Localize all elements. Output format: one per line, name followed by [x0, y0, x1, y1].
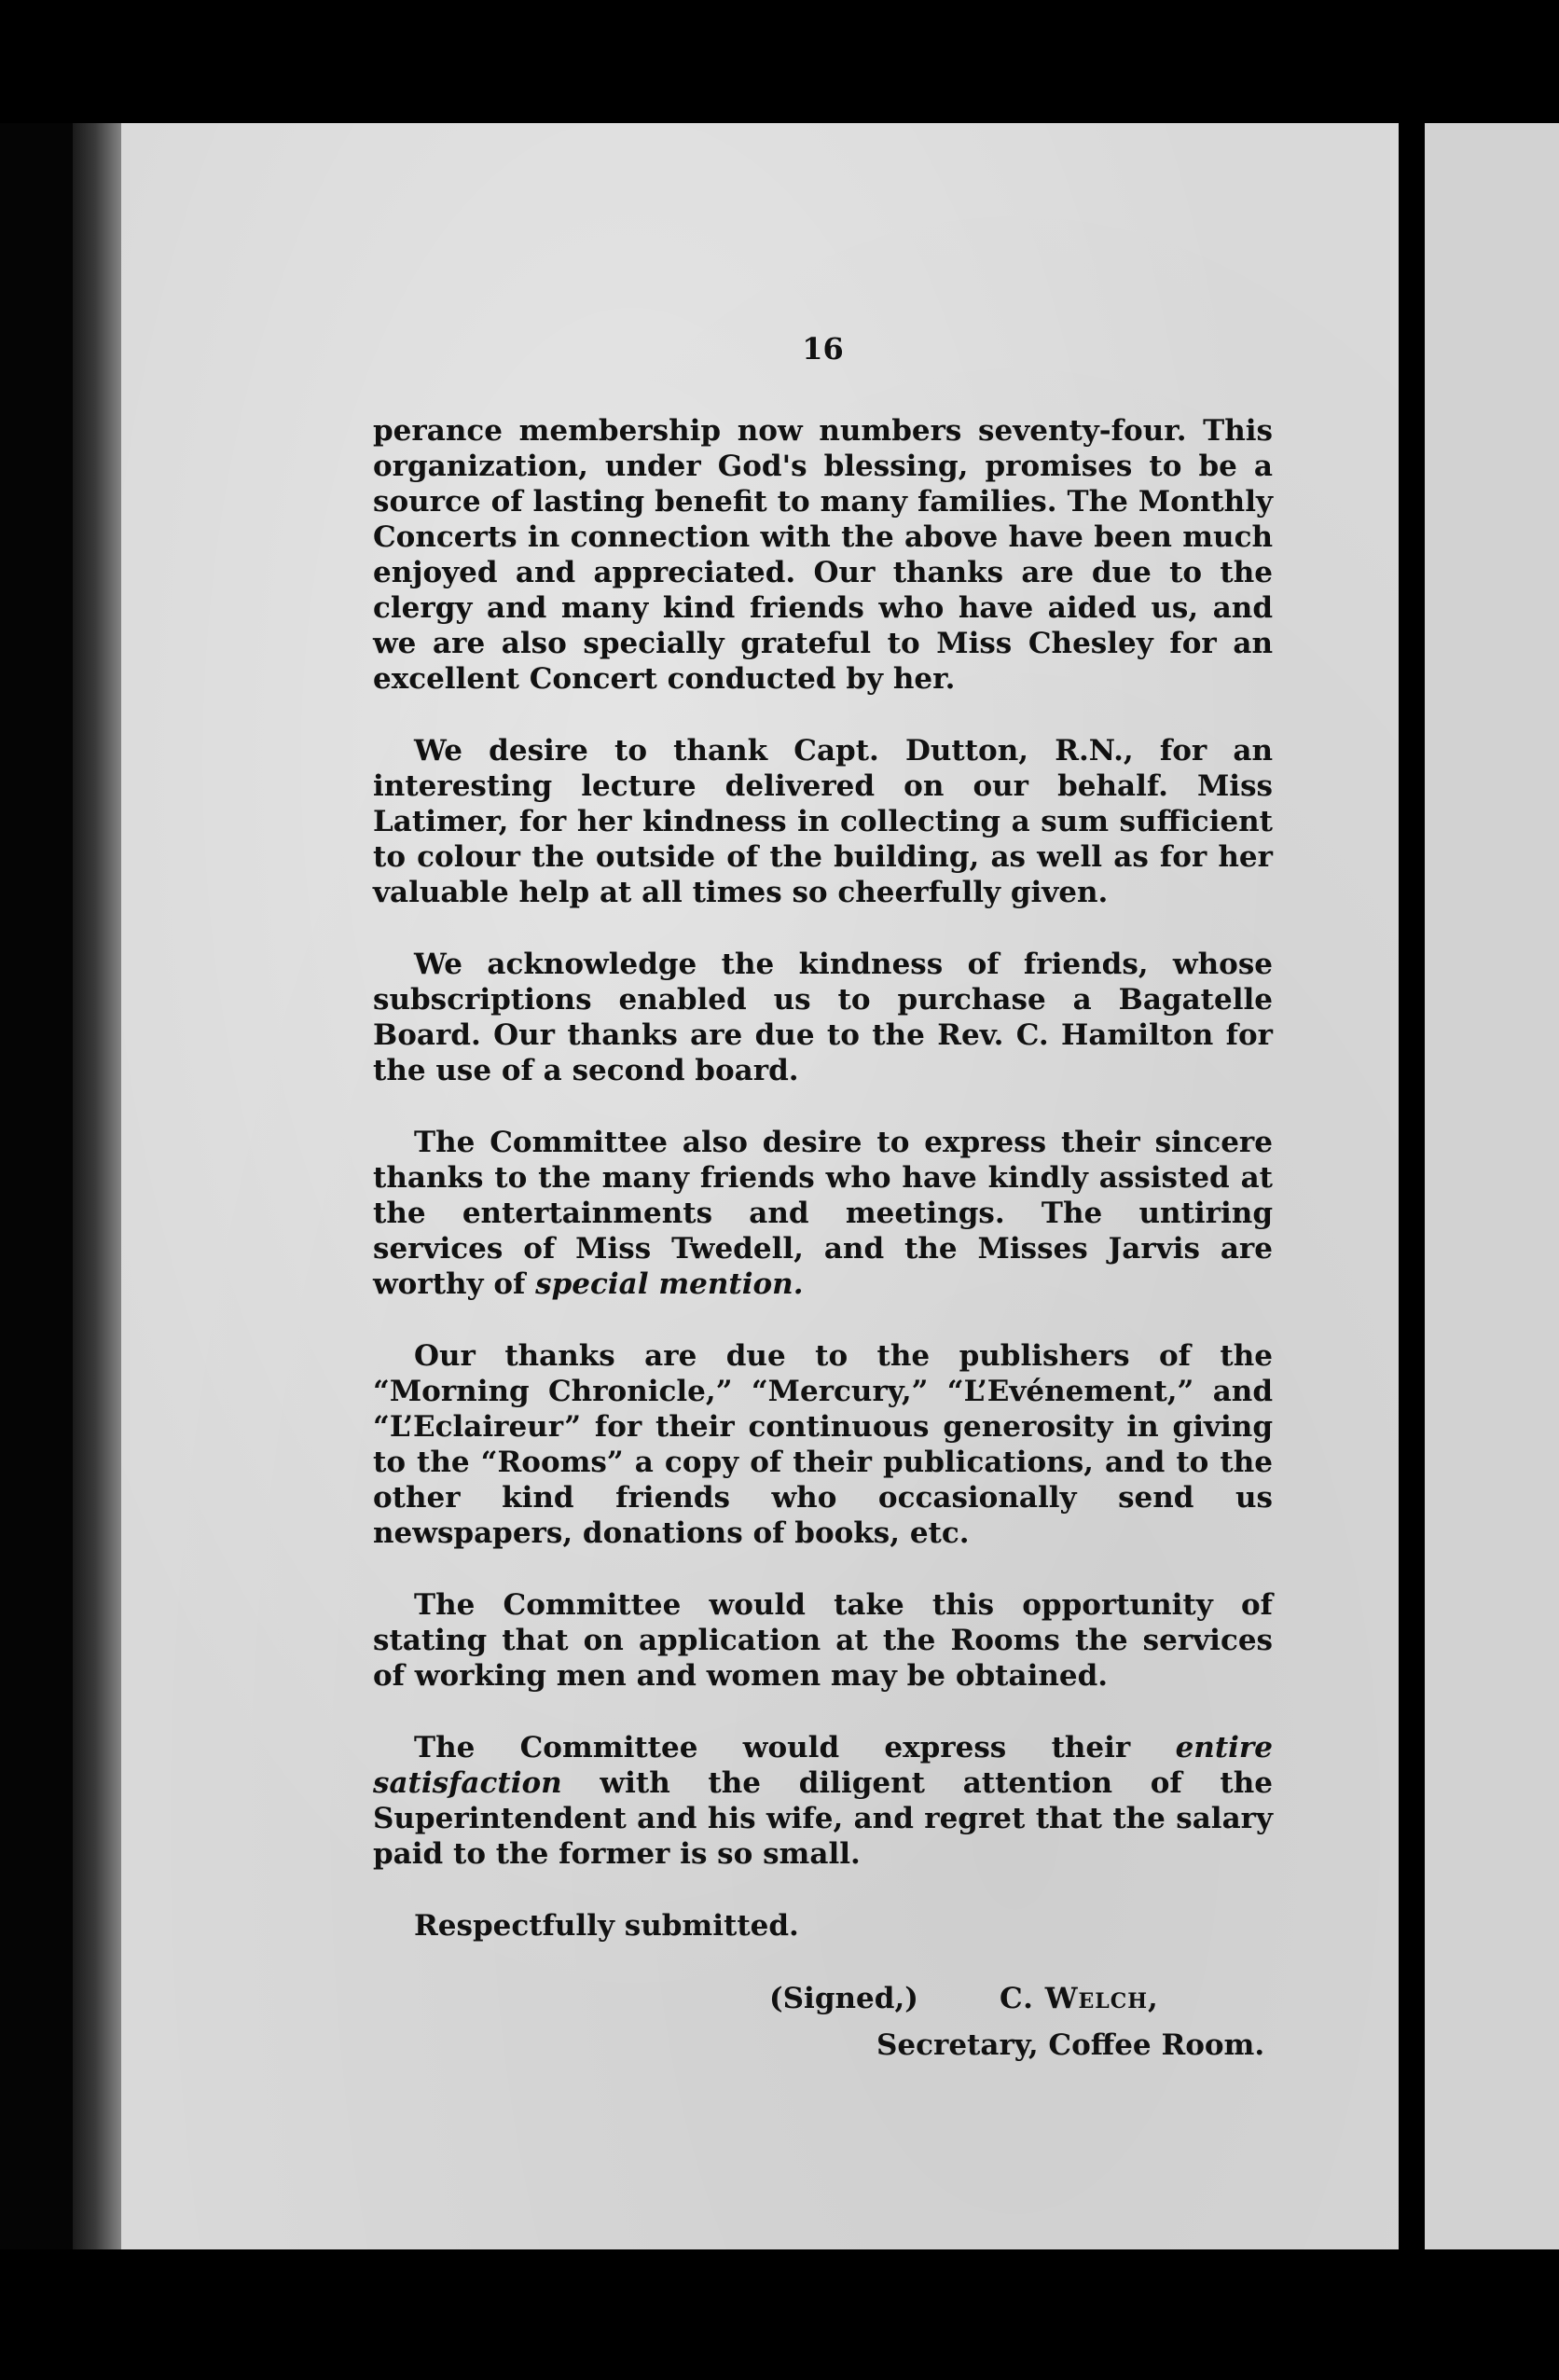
adjacent-page-edge [1425, 123, 1559, 2249]
paragraph-superintendent-text: The Committee would express their [414, 1731, 1176, 1764]
signer-title: Secretary, Coffee Room. [876, 2028, 1265, 2062]
emphasis-special-mention: special mention. [535, 1267, 804, 1301]
closing-line: Respectfully submitted. [414, 1909, 799, 1943]
document-text-block [373, 331, 1273, 2062]
signature-block [373, 1981, 1273, 2062]
emphasis-entire-satisfaction: entire satisfaction [373, 1731, 1273, 1800]
page-number: 16 [802, 331, 844, 367]
page-gutter [1399, 123, 1425, 2249]
paragraph-thanks-lecture: We desire to thank Capt. Dutton, R.N., for an interesting lecture delivered on our behalf. Miss Latimer, for her kindness in collecting a sum sufficient to colour the outside of the building, as well as for her valuable help at all times so cheerfully given. [373, 734, 1273, 909]
paragraph-superintendent-tail: with the diligent attention of the Superintendent and his wife, and regret that the salary paid to the former is so small. [373, 1766, 1273, 1871]
scan-bottom-border [0, 2249, 1559, 2380]
paragraph-committee-thanks-text: The Committee also desire to express their sincere thanks to the many friends who have kindly assisted at the entertainments and meetings. The untiring services of Miss Twedell, and the Misses Jarvis are worthy of [373, 1126, 1273, 1301]
paragraph-committee-thanks [373, 1125, 1273, 1302]
paragraph-publishers: Our thanks are due to the publishers of the “Morning Chronicle,” “Mercury,” “L’Evénement,” and “L’Eclaireur” for their continuous generosity in giving to the “Rooms” a copy of their publications, and to the other kind friends who occasionally send us newspapers, donations of books, etc. [373, 1339, 1273, 1550]
paragraph-temperance: perance membership now numbers seventy-four. This organization, under God's blessing, promises to be a source of lasting benefit to many families. The Monthly Concerts in connection with the above have been much enjoyed and appreciated. Our thanks are due to the clergy and many kind friends who have aided us, and we are also specially grateful to Miss Chesley for an excellent Concert conducted by her. [373, 414, 1273, 696]
binding-shadow [73, 123, 129, 2249]
paragraph-bagatelle: We acknowledge the kindness of friends, whose subscriptions enabled us to purchase a Bagatelle Board. Our thanks are due to the Rev. C. Hamilton for the use of a second board. [373, 948, 1273, 1087]
paragraph-working-men: The Committee would take this opportunity of stating that on application at the Rooms the services of working men and women may be obtained. [373, 1588, 1273, 1693]
scan-top-border [0, 0, 1559, 123]
signed-label: (Signed,) [769, 1982, 918, 2015]
signer-name: C. Welch, [1000, 1982, 1159, 2015]
paragraph-superintendent [373, 1730, 1273, 1872]
